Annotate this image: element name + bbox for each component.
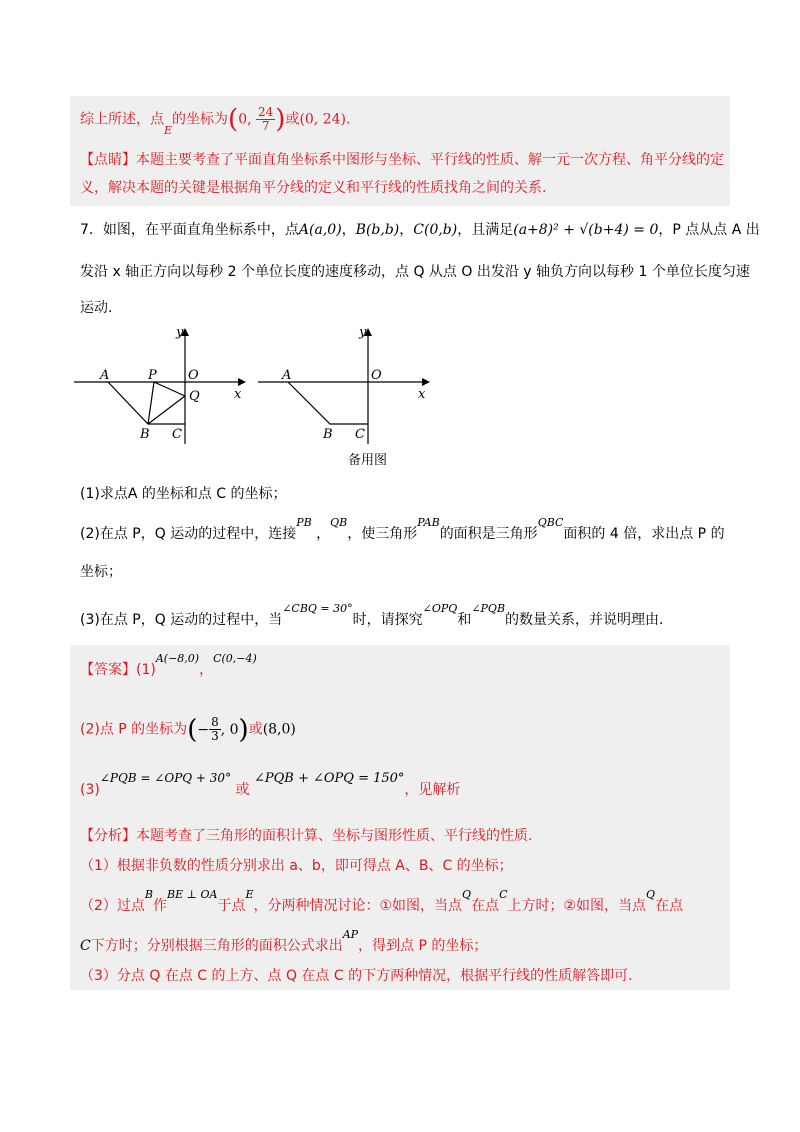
answer-label: 【答案】 [80, 662, 136, 678]
label-P-main: P [148, 368, 157, 383]
summary-point: E [164, 123, 173, 137]
segment-QB-label: QB [330, 516, 348, 529]
condition-equation: (a+8)² + √(b+4) = 0 [513, 222, 659, 238]
x-arrow-spare [422, 378, 430, 386]
answer-line-1: 【答案】$(1)^{A(-8,0)}$，$^{C(0,-4)}$ [80, 652, 257, 678]
geometry-figure [68, 322, 468, 472]
segment-PQ [154, 382, 185, 396]
fraction-24-7: $\frac{24}{7}$ [258, 105, 274, 133]
analysis-step-2-line-2: C下方时；分别根据三角形的面积公式求出$^{AP}$，得到点 P 的坐标； [80, 928, 488, 954]
answer-line-3: (3)∠PQB = ∠OPQ + 30° 或 ∠PQB + ∠OPQ = 150°，见解析 [80, 771, 461, 798]
triangle-PAB-label: PAB [417, 516, 440, 529]
analysis-step-3: （3）分点 Q 在点 C 的上方、点 Q 在点 C 的下方两种情况，根据平行线的性质解答即可. [80, 968, 633, 984]
figure-spare [258, 328, 430, 444]
analysis-intro: 【分析】本题考查了三角形的面积计算、坐标与图形性质、平行线的性质. [80, 828, 533, 844]
label-y-spare: y [359, 325, 367, 340]
comment-line-2: 义，解决本题的关键是根据角平分线的定义和平行线的性质找角之间的关系. [80, 180, 547, 196]
segment-QB [148, 396, 185, 424]
figure-caption: 备用图 [348, 453, 388, 468]
label-A-main: A [100, 368, 110, 383]
perpendicular-BE-OA: BE ⊥ OA [167, 888, 218, 901]
answer-coord-8-0: (8,0) [262, 721, 296, 738]
label-C-main: C [172, 427, 182, 442]
question-2-line-1: (2)在点 P，Q 运动的过程中，连接$^{PB}$ ，$^{QB}$，使三角形$^{PAB}$的面积是三角形$^{QBC}$面积的 4 倍，求出点 P 的 [80, 516, 725, 542]
comment-label: 【点睛】 [80, 152, 136, 168]
point-C: C(0,b) [413, 222, 458, 238]
label-O-spare: O [371, 368, 382, 383]
segment-PB [148, 382, 154, 424]
path-A-B-C-spare [288, 382, 368, 424]
label-Q-main: Q [189, 389, 200, 404]
answer-line-2: (2)点 P 的坐标为(− $\frac{8}{3}$ , 0)或(8,0) [80, 714, 296, 745]
label-C-spare: C [355, 427, 365, 442]
analysis-step-2-line-1: （2）过点$^B$作$^{BE \perp OA}$于点$^E$，分两种情况讨论：①如图，当点$^Q$在点$^C$上方时；②如图，当点$^Q$在点 [80, 888, 684, 914]
answer-equation-1: ∠PQB = ∠OPQ + 30° [99, 771, 232, 785]
question-3: (3)在点 P，Q 运动的过程中，当$^{\angle CBQ = 30^\circ}$时，请探究$^{\angle OPQ}$和$^{\angle PQB}$的数量关系，并说明理由. [80, 602, 664, 628]
angle-CBQ: ∠CBQ = 30° [282, 602, 353, 615]
angle-OPQ: ∠OPQ [422, 602, 458, 615]
answer-coord-frac: (− $\frac{8}{3}$ , 0) [187, 714, 249, 745]
label-x-spare: x [418, 387, 426, 402]
problem-number: 7． [80, 222, 103, 238]
comment-line-1: 【点睛】本题主要考查了平面直角坐标系中图形与坐标、平行线的性质、解一元一次方程、角平分线的定 [80, 152, 724, 168]
point-A: A(a,0) [298, 222, 342, 238]
problem-line-2: 发沿 x 轴正方向以每秒 2 个单位长度的速度移动，点 Q 从点 O 出发沿 y 轴负方向以每秒 1 个单位长度匀速 [80, 264, 750, 280]
problem-line-1: 7．如图，在平面直角坐标系中，点A(a,0)，B(b,b)，C(0,b)，且满足(a+8)² + √(b+4) = 0，P 点从点 A 出 [80, 222, 760, 238]
label-B-spare: B [323, 427, 333, 442]
label-x-main: x [234, 387, 242, 402]
label-B-main: B [140, 427, 150, 442]
analysis-step-1: （1）根据非负数的性质分别求出 a、b，即可得点 A、B、C 的坐标； [80, 858, 513, 874]
analysis-label: 【分析】 [80, 828, 136, 844]
question-1: (1)求点A 的坐标和点 C 的坐标； [80, 486, 287, 502]
coord-0-24: (0, 24) [299, 111, 346, 128]
segment-PB-label: PB [296, 516, 312, 529]
label-A-spare: A [282, 368, 292, 383]
label-y-main: y [176, 325, 184, 340]
question-2-line-2: 坐标； [80, 564, 122, 580]
problem-line-3: 运动. [80, 300, 113, 316]
answer-point-C: C(0,−4) [213, 652, 257, 665]
figure-main [74, 328, 246, 444]
x-arrow-main [238, 378, 246, 386]
summary-line: 综上所述，点$_E$的坐标为(0, $\frac{24}{7}$ )或(0, 24). [80, 104, 351, 137]
point-B: B(b,b) [355, 222, 400, 238]
path-A-B-C-main [108, 382, 185, 424]
angle-PQB: ∠PQB [471, 602, 506, 615]
answer-point-A: A(−8,0) [155, 652, 200, 665]
triangle-QBC-label: QBC [537, 516, 564, 529]
label-O-main: O [188, 368, 199, 383]
answer-equation-2: ∠PQB + ∠OPQ = 150° [253, 771, 405, 786]
